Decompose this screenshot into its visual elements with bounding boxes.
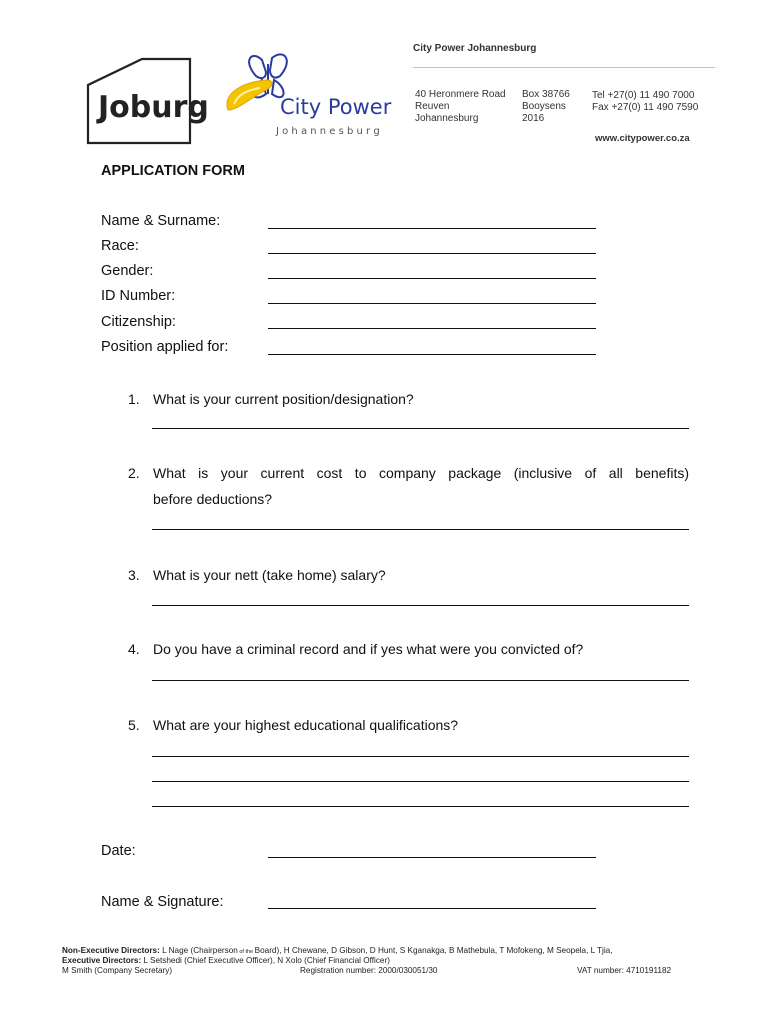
- id-number-label: ID Number:: [101, 288, 176, 304]
- answer-cost-to-company[interactable]: [152, 529, 689, 530]
- answer-nett-salary[interactable]: [152, 605, 689, 606]
- street-address: [415, 89, 506, 125]
- header-rule: [413, 67, 715, 68]
- box-line: Booysens: [522, 101, 566, 112]
- svg-text:City Power: City Power: [280, 95, 392, 119]
- question-number: 1.: [128, 391, 140, 407]
- name-surname-field[interactable]: [268, 228, 596, 229]
- question-number: 5.: [128, 717, 140, 733]
- name-surname-label: Name & Surname:: [101, 213, 221, 229]
- question-qualifications: What are your highest educational qualifications?: [153, 717, 459, 733]
- gender-field[interactable]: [268, 278, 596, 279]
- signature-field[interactable]: [268, 908, 596, 909]
- citizenship-label: Citizenship:: [101, 314, 176, 330]
- city-power-logo: [222, 50, 397, 140]
- footer-text: L Nage (Chairperson: [159, 946, 238, 955]
- fax-line: Fax +27(0) 11 490 7590: [592, 102, 699, 113]
- phone-line: Tel +27(0) 11 490 7000: [592, 90, 695, 101]
- question-number: 3.: [128, 567, 140, 583]
- position-applied-field[interactable]: [268, 354, 596, 355]
- address-line: 40 Heronmere Road: [415, 89, 506, 100]
- footer-text: Board), H Chewane, D Gibson, D Hunt, S Kganakga, B Mathebula, T Mofokeng, M Seopela, L Tjia,: [254, 946, 613, 955]
- box-line: 2016: [522, 113, 545, 124]
- joburg-logo: [84, 55, 209, 145]
- answer-qualifications-line-3[interactable]: [152, 806, 689, 807]
- footer-vat-number: VAT number: 4710191182: [577, 966, 672, 975]
- address-line: Reuven: [415, 101, 450, 112]
- answer-current-position[interactable]: [152, 428, 689, 429]
- question-current-position: What is your current position/designation?: [153, 391, 414, 407]
- answer-qualifications-line-1[interactable]: [152, 756, 689, 757]
- id-number-field[interactable]: [268, 303, 596, 304]
- citizenship-field[interactable]: [268, 328, 596, 329]
- question-number: 4.: [128, 641, 140, 657]
- race-label: Race:: [101, 238, 139, 254]
- footer-label: Non-Executive Directors:: [62, 946, 160, 955]
- address-line: Johannesburg: [415, 113, 479, 124]
- answer-qualifications-line-2[interactable]: [152, 781, 689, 782]
- svg-text:Joburg: Joburg: [98, 90, 209, 125]
- question-cost-to-company: What is your current cost to company package (inclusive of all benefits): [153, 465, 689, 481]
- race-field[interactable]: [268, 253, 596, 254]
- date-field[interactable]: [268, 857, 596, 858]
- postal-address: [522, 89, 570, 125]
- signature-label: Name & Signature:: [101, 894, 224, 910]
- box-line: Box 38766: [522, 89, 570, 100]
- form-title: APPLICATION FORM: [101, 163, 245, 179]
- footer-non-executive-directors: [62, 946, 613, 955]
- footer-registration-number: Registration number: 2000/030051/30: [300, 966, 438, 975]
- answer-criminal-record[interactable]: [152, 680, 689, 681]
- footer-label: Executive Directors:: [62, 956, 142, 965]
- footer-executive-directors: [62, 956, 390, 965]
- footer-company-secretary: M Smith (Company Secretary): [62, 966, 173, 975]
- contact-numbers: [592, 90, 698, 114]
- gender-label: Gender:: [101, 263, 154, 279]
- company-name: City Power Johannesburg: [413, 43, 537, 54]
- question-cost-to-company-cont: before deductions?: [153, 491, 273, 507]
- website-link[interactable]: www.citypower.co.za: [595, 133, 690, 144]
- footer-text: L Setshedi (Chief Executive Officer), N Xolo (Chief Financial Officer): [141, 956, 390, 965]
- date-label: Date:: [101, 843, 136, 859]
- footer-text-small: of the: [237, 949, 255, 955]
- svg-text:J o h a n n e s b u r g: J o h a n n e s b u r g: [276, 126, 380, 137]
- question-number: 2.: [128, 465, 140, 481]
- question-criminal-record: Do you have a criminal record and if yes what were you convicted of?: [153, 641, 584, 657]
- question-nett-salary: What is your nett (take home) salary?: [153, 567, 386, 583]
- position-applied-label: Position applied for:: [101, 339, 229, 355]
